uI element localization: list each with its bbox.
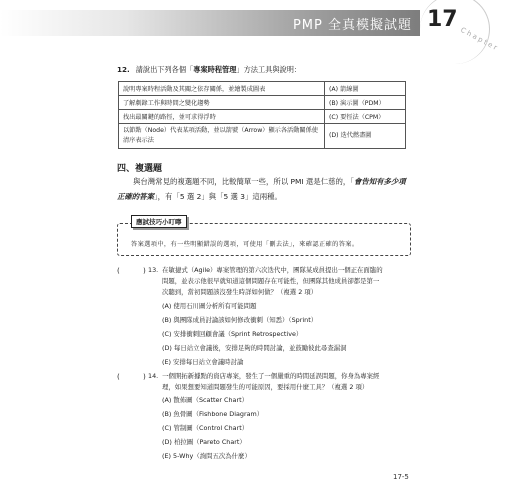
page-number: 17-5 [393, 473, 409, 481]
table-cell-description: 以節點（Node）代表某項活動，並以箭號（Arrow）顯示各活動關係使清序表示法 [119, 124, 325, 149]
table-row [119, 82, 406, 96]
tip-tag: 應試技巧小叮嚀 [131, 215, 187, 228]
answer-paren-close: ) [143, 266, 146, 275]
chapter-number: 17 [427, 7, 458, 32]
question-text: 請說出下列各個「 [135, 65, 194, 74]
question-line: 一個開拓新據點的資店專案，發生了一個嚴重的時間延誤問題，你身為專案經 [162, 372, 380, 380]
table-cell-method: (C) 要徑法（CPM） [325, 110, 406, 124]
question-13-stem [148, 265, 383, 298]
option-item: (B) 與團隊成員討論該如何修改衝刺（知悉）（Sprint） [162, 316, 318, 324]
table-cell-method: (D) 迭代燃盡圖 [325, 124, 406, 149]
intro-highlight: 會告知有多少項正確的答案 [117, 177, 406, 201]
table-cell-method: (A) 箭線圖 [325, 82, 406, 96]
option-item: (E) 5-Why（詢問五次為什麼） [162, 452, 251, 460]
option-item: (E) 安排每日站立會議時討論 [162, 358, 244, 366]
header-title: PMP 全真模擬試題 [292, 18, 412, 33]
chapter-label: Chapter [459, 26, 501, 53]
answer-paren-close: ) [143, 372, 146, 381]
option-item: (B) 魚骨圖（Fishbone Diagram） [162, 410, 264, 418]
option-item: (D) 柏拉圖（Pareto Chart） [162, 438, 246, 446]
table-cell-description: 找出最關鍵的路徑，並可求得浮時 [119, 110, 325, 124]
question-line: 問題，並表示他很早就知道這個問題存在可能性，但團隊其他成員卻都是第一 [162, 277, 380, 285]
option-item: (A) 使用石川圖分析所有可能問題 [162, 302, 257, 310]
option-item: (C) 安排衝刺回顧會議（Sprint Retrospective） [162, 330, 303, 338]
table-row [119, 96, 406, 110]
question-line: 次聽到，當初問題該沒發生時詳如何做？（複選 2 項） [162, 288, 318, 296]
section-title: 四、複選題 [117, 164, 163, 174]
question-number: 12. [117, 65, 130, 74]
answer-paren-open: ( [117, 372, 120, 381]
question-12-stem [117, 65, 301, 75]
table-row [119, 110, 406, 124]
table-cell-description: 了解劇錄工作與時間之變化趨勢 [119, 96, 325, 110]
answer-paren-open: ( [117, 266, 120, 275]
question-number: 13. [148, 266, 159, 274]
table-cell-description: 說明專案時程活動及其關之依存關係，並繪製成圖表 [119, 82, 325, 96]
option-item: (A) 散佈圖（Scatter Chart） [162, 396, 248, 404]
question-line: 在敏捷式（Agile）專案管理的第六次迭代中，團隊某成員提出一個正在面臨的 [162, 266, 383, 274]
question-14-stem [148, 371, 379, 393]
option-item: (C) 管制圖（Control Chart） [162, 424, 249, 432]
tip-text: 答案選項中，有一些明顯錯誤的選項，可使用「刪去法」，來確認正確的答案。 [131, 241, 359, 248]
section-intro [117, 174, 409, 204]
table-cell-method: (B) 演示圖（PDM） [325, 96, 406, 110]
question-highlight: 專案時程管理 [193, 65, 237, 74]
question-text: 」方法工具與說明： [236, 65, 302, 74]
matching-table [118, 81, 406, 149]
intro-text: 」，有「5 選 2」與「5 選 3」這兩種。 [153, 192, 282, 201]
table-row [119, 124, 406, 149]
question-number: 14. [148, 372, 159, 380]
question-line: 理，如果想要知道問題發生的可能原因，要採用什麼工具？（複選 2 項） [162, 383, 369, 391]
option-item: (D) 每日站立會議後，安排足夠的時間討論，並鼓勵彼此尋查漏洞 [162, 344, 347, 352]
tip-box [117, 218, 411, 256]
intro-text: 與台灣常見的複選題不同，比較簡單一些，所以 PMI 還是仁慈的，「 [133, 177, 354, 186]
